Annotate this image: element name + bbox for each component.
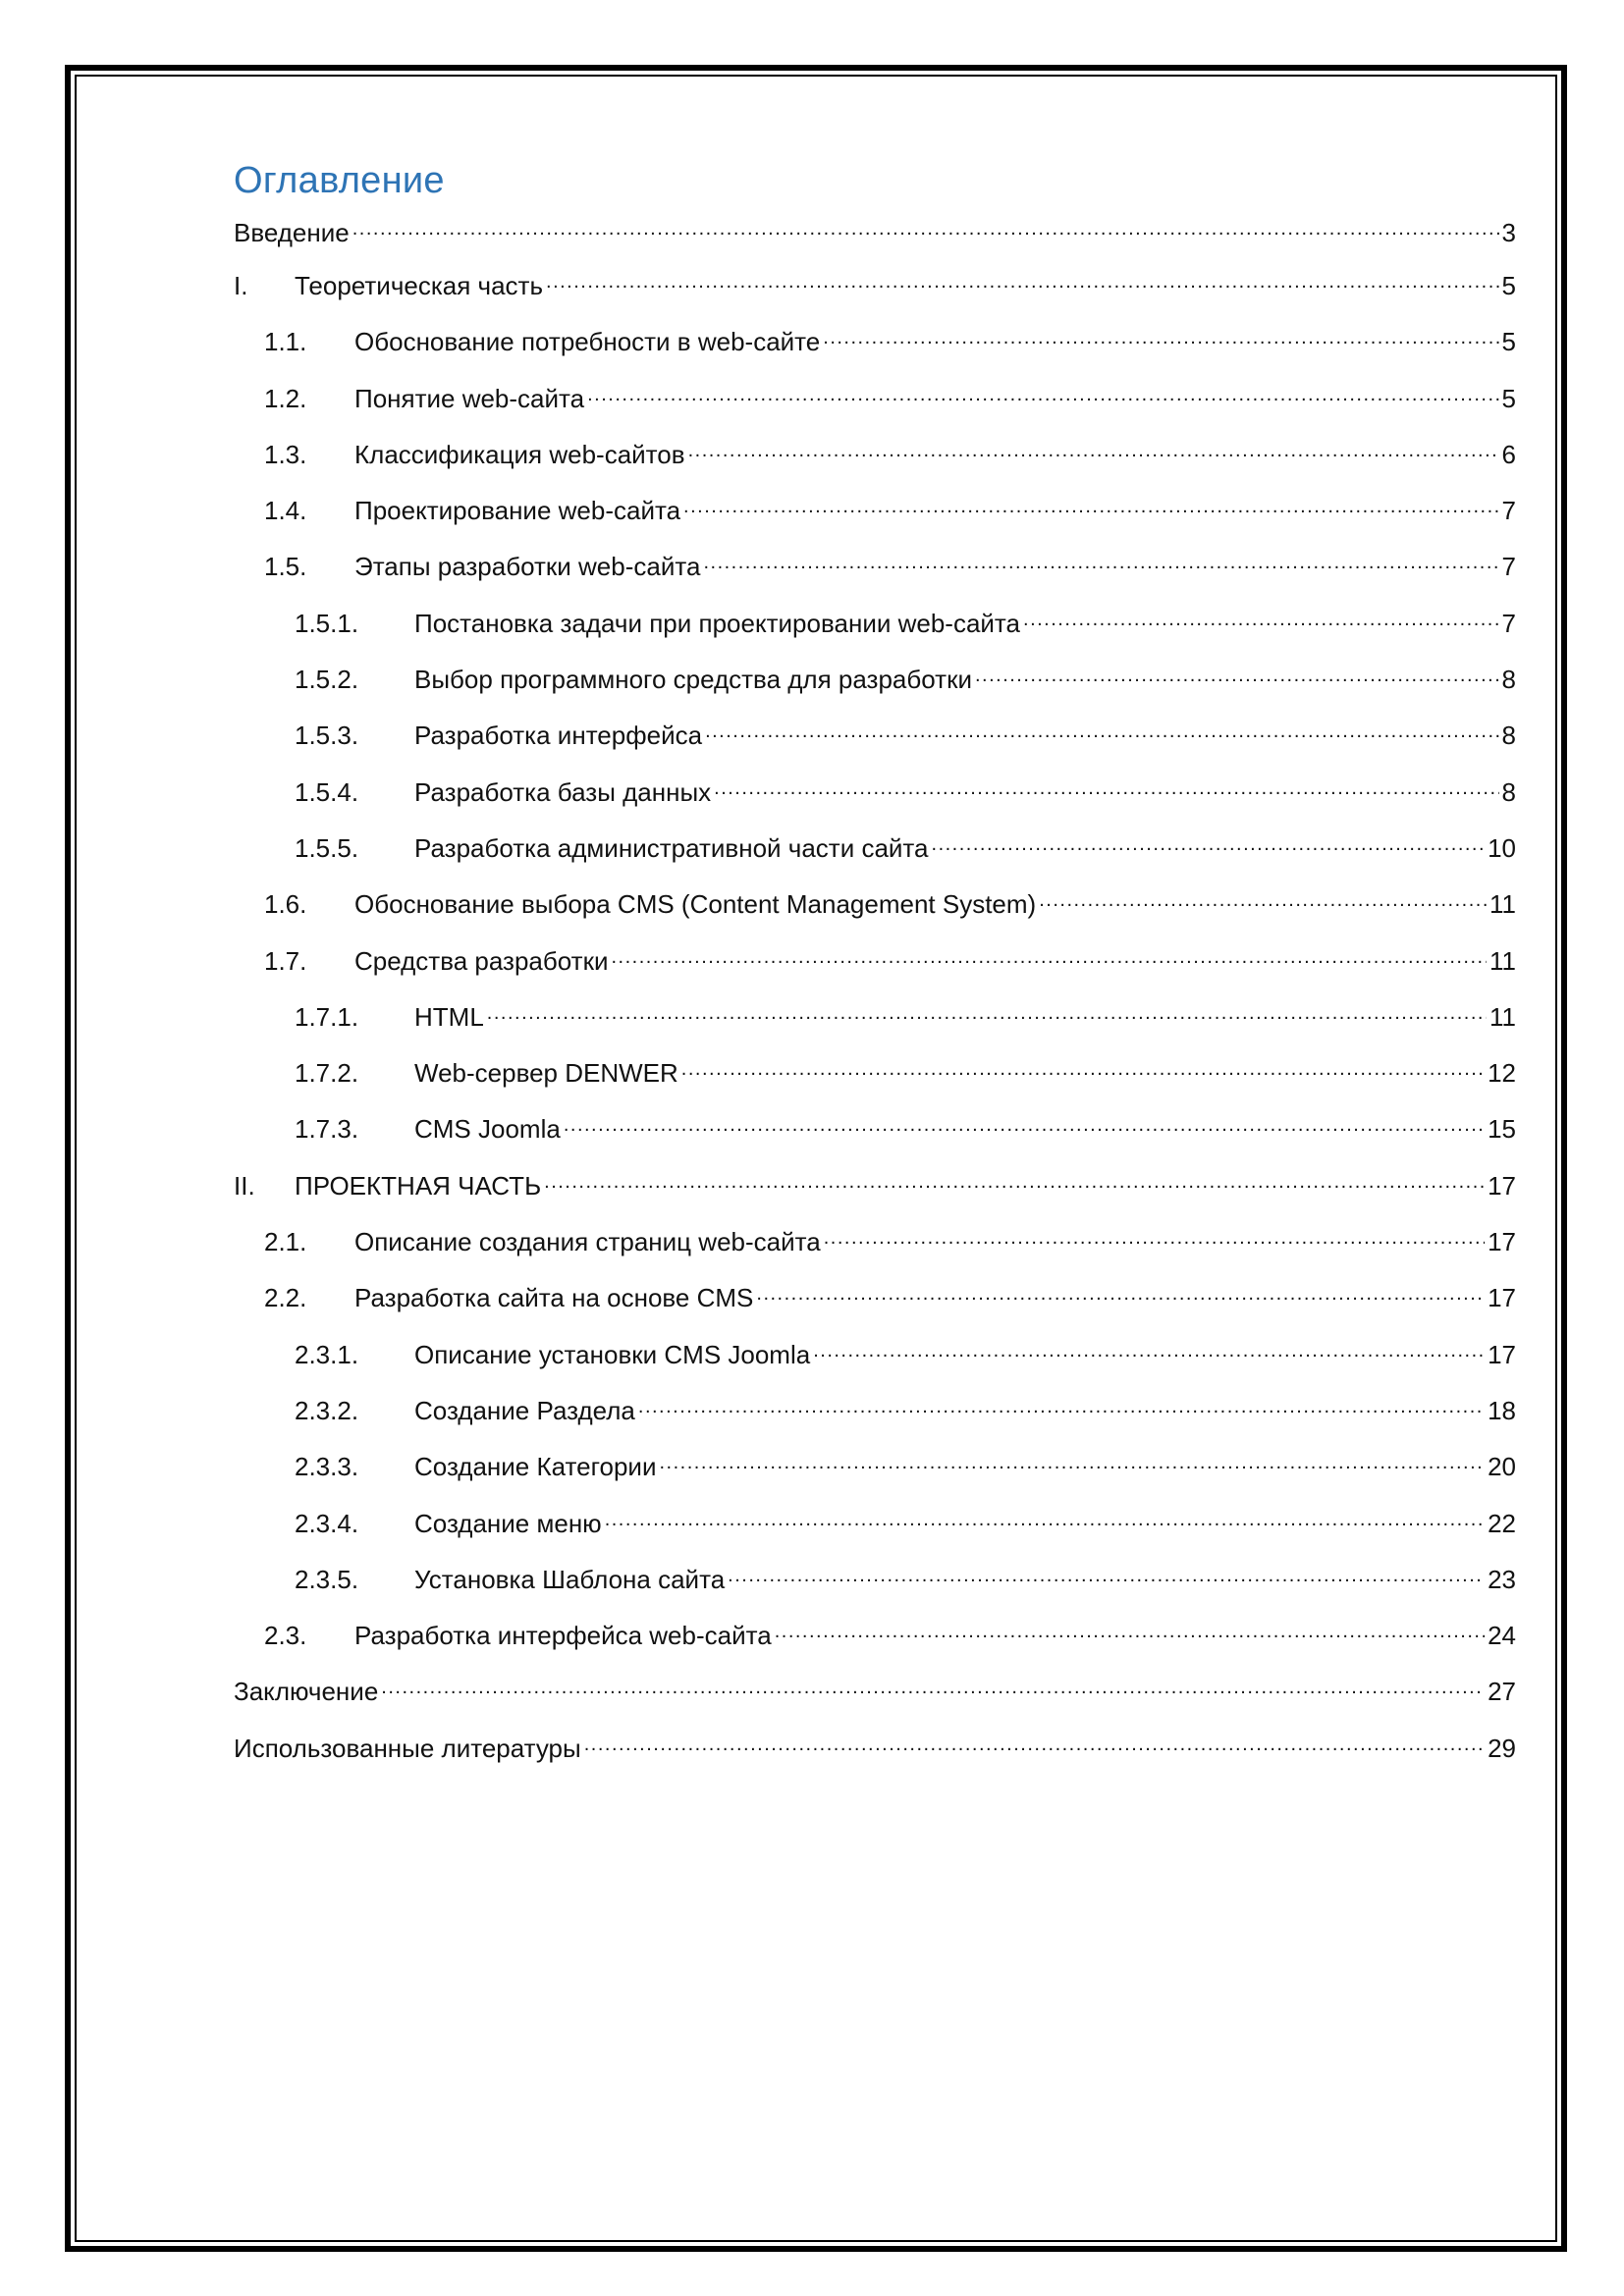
toc-entry-label: Выбор программного средства для разработки (414, 665, 972, 695)
toc-list (234, 212, 1516, 1784)
toc-entry-page-number: 6 (1501, 439, 1516, 469)
toc-entry-number: II. (234, 1170, 255, 1201)
toc-entry[interactable] (234, 1503, 1516, 1559)
toc-entry-page-number: 17 (1488, 1339, 1516, 1369)
toc-entry-page-number: 17 (1488, 1227, 1516, 1257)
toc-entry-page-number: 7 (1501, 608, 1516, 638)
toc-dot-leader (688, 434, 1499, 463)
toc-entry-label: Постановка задачи при проектировании web-сайта (414, 608, 1021, 638)
toc-dot-leader (584, 1728, 1485, 1757)
toc-entry-page-number: 7 (1501, 496, 1516, 526)
toc-entry-page-number: 8 (1501, 776, 1516, 807)
toc-entry-label: Web-сервер DENWER (414, 1058, 678, 1089)
toc-entry[interactable] (234, 1446, 1516, 1502)
toc-entry[interactable] (234, 659, 1516, 715)
toc-dot-leader (605, 1503, 1485, 1532)
toc-entry-number: 1.5.1. (295, 608, 359, 638)
toc-dot-leader (824, 1221, 1485, 1251)
toc-entry-page-number: 17 (1488, 1283, 1516, 1313)
toc-entry-number: 2.1. (264, 1227, 307, 1257)
toc-entry-label: Создание Раздела (414, 1395, 635, 1425)
toc-entry-page-number: 11 (1489, 945, 1516, 976)
toc-entry-label: Средства разработки (354, 945, 609, 976)
toc-dot-leader (564, 1108, 1485, 1138)
toc-entry[interactable] (234, 378, 1516, 434)
toc-entry[interactable] (234, 1108, 1516, 1164)
toc-entry-label: Описание установки CMS Joomla (414, 1339, 811, 1369)
toc-entry-page-number: 11 (1489, 889, 1516, 920)
toc-entry-page-number: 10 (1488, 832, 1516, 863)
toc-entry[interactable] (234, 1390, 1516, 1446)
toc-entry-label: Введение (234, 218, 350, 247)
toc-entry[interactable] (234, 265, 1516, 321)
toc-title: Оглавление (234, 160, 445, 201)
toc-entry-page-number: 7 (1501, 552, 1516, 582)
toc-entry-label: Разработка интерфейса web-сайта (354, 1621, 772, 1651)
toc-entry-number: 1.5.4. (295, 776, 359, 807)
toc-entry[interactable] (234, 715, 1516, 771)
toc-entry-label: Понятие web-сайта (354, 383, 585, 413)
toc-entry[interactable] (234, 490, 1516, 546)
toc-entry[interactable] (234, 212, 1516, 265)
toc-entry-number: 1.1. (264, 327, 307, 357)
toc-entry-label: Обоснование потребности в web-сайте (354, 327, 821, 357)
toc-entry-number: 2.3. (264, 1621, 307, 1651)
toc-entry-number: 1.5.2. (295, 665, 359, 695)
toc-entry[interactable] (234, 1728, 1516, 1784)
toc-entry-page-number: 15 (1488, 1114, 1516, 1145)
toc-entry-label: Теоретическая часть (295, 271, 544, 300)
toc-dot-leader (823, 321, 1498, 350)
toc-entry-label: HTML (414, 1001, 484, 1032)
toc-dot-leader (638, 1390, 1485, 1419)
toc-entry[interactable] (234, 772, 1516, 828)
toc-dot-leader (932, 828, 1486, 857)
toc-dot-leader (352, 212, 1499, 241)
toc-entry-number: 2.3.3. (295, 1452, 359, 1482)
toc-entry-number: 2.3.2. (295, 1395, 359, 1425)
toc-entry-page-number: 5 (1501, 383, 1516, 413)
toc-entry-number: 1.7.2. (295, 1058, 359, 1089)
toc-entry-label: Классификация web-сайтов (354, 439, 685, 469)
toc-entry-page-number: 24 (1488, 1621, 1516, 1651)
toc-entry-number: 1.6. (264, 889, 307, 920)
toc-dot-leader (659, 1446, 1485, 1475)
toc-entry[interactable] (234, 1334, 1516, 1390)
toc-dot-leader (775, 1615, 1485, 1644)
toc-entry-label: Создание меню (414, 1508, 602, 1538)
toc-entry-number: 1.5.3. (295, 721, 359, 751)
toc-entry-label: Заключение (234, 1677, 379, 1707)
toc-entry[interactable] (234, 603, 1516, 659)
toc-entry-page-number: 12 (1488, 1058, 1516, 1089)
toc-entry-number: 1.7.1. (295, 1001, 359, 1032)
toc-dot-leader (487, 996, 1487, 1026)
toc-entry-page-number: 8 (1501, 665, 1516, 695)
toc-entry[interactable] (234, 1052, 1516, 1108)
toc-dot-leader (546, 265, 1499, 294)
toc-entry-label: Разработка сайта на основе CMS (354, 1283, 754, 1313)
toc-entry-page-number: 29 (1488, 1733, 1516, 1763)
toc-entry[interactable] (234, 1615, 1516, 1671)
toc-entry-page-number: 11 (1489, 1001, 1516, 1032)
toc-entry-page-number: 5 (1501, 271, 1516, 300)
toc-entry-page-number: 3 (1501, 218, 1516, 247)
toc-dot-leader (683, 490, 1498, 519)
toc-entry[interactable] (234, 1221, 1516, 1277)
toc-dot-leader (975, 659, 1499, 688)
toc-entry-number: 2.3.4. (295, 1508, 359, 1538)
toc-entry[interactable] (234, 1165, 1516, 1221)
toc-entry-page-number: 5 (1501, 327, 1516, 357)
toc-dot-leader (544, 1165, 1485, 1195)
toc-dot-leader (756, 1277, 1485, 1307)
toc-entry-page-number: 27 (1488, 1677, 1516, 1707)
toc-entry-page-number: 23 (1488, 1564, 1516, 1594)
toc-entry-number: 1.7. (264, 945, 307, 976)
toc-entry-number: 2.3.1. (295, 1339, 359, 1369)
toc-entry-label: Этапы разработки web-сайта (354, 552, 701, 582)
toc-entry-page-number: 18 (1488, 1395, 1516, 1425)
toc-dot-leader (681, 1052, 1485, 1082)
toc-entry-page-number: 17 (1488, 1170, 1516, 1201)
toc-entry[interactable] (234, 546, 1516, 602)
toc-entry-label: ПРОЕКТНАЯ ЧАСТЬ (295, 1170, 542, 1201)
toc-dot-leader (1039, 883, 1487, 913)
toc-dot-leader (1023, 603, 1499, 632)
toc-entry-label: CMS Joomla (414, 1114, 561, 1145)
toc-entry[interactable] (234, 883, 1516, 939)
toc-entry-number: I. (234, 271, 248, 300)
toc-dot-leader (714, 772, 1498, 801)
toc-entry-number: 1.5. (264, 552, 307, 582)
toc-entry-number: 2.3.5. (295, 1564, 359, 1594)
toc-entry-label: Создание Категории (414, 1452, 657, 1482)
toc-entry-label: Разработка интерфейса (414, 721, 703, 751)
toc-entry-number: 1.4. (264, 496, 307, 526)
toc-dot-leader (813, 1334, 1485, 1363)
toc-entry-label: Проектирование web-сайта (354, 496, 681, 526)
toc-entry-number: 1.3. (264, 439, 307, 469)
toc-entry[interactable] (234, 940, 1516, 996)
toc-entry-label: Установка Шаблона сайта (414, 1564, 726, 1594)
toc-entry-page-number: 8 (1501, 721, 1516, 751)
toc-entry[interactable] (234, 321, 1516, 377)
toc-dot-leader (611, 940, 1487, 970)
toc-dot-leader (705, 715, 1498, 744)
toc-entry[interactable] (234, 828, 1516, 883)
toc-entry-number: 1.2. (264, 383, 307, 413)
toc-entry-label: Обоснование выбора CMS (Content Management System) (354, 889, 1037, 920)
toc-entry[interactable] (234, 434, 1516, 490)
toc-dot-leader (728, 1559, 1485, 1588)
toc-entry-page-number: 22 (1488, 1508, 1516, 1538)
toc-entry-number: 2.2. (264, 1283, 307, 1313)
toc-entry[interactable] (234, 1559, 1516, 1615)
toc-entry-number: 1.7.3. (295, 1114, 359, 1145)
toc-entry-number: 1.5.5. (295, 832, 359, 863)
toc-dot-leader (587, 378, 1498, 407)
toc-entry-label: Использованные литературы (234, 1733, 581, 1763)
toc-entry-page-number: 20 (1488, 1452, 1516, 1482)
toc-dot-leader (703, 546, 1498, 575)
toc-entry[interactable] (234, 996, 1516, 1052)
toc-dot-leader (381, 1671, 1485, 1700)
toc-entry[interactable] (234, 1277, 1516, 1333)
toc-entry-label: Разработка базы данных (414, 776, 712, 807)
toc-entry-label: Разработка административной части сайта (414, 832, 929, 863)
toc-entry-label: Описание создания страниц web-сайта (354, 1227, 821, 1257)
table-of-contents (234, 157, 1516, 1784)
toc-entry[interactable] (234, 1671, 1516, 1727)
